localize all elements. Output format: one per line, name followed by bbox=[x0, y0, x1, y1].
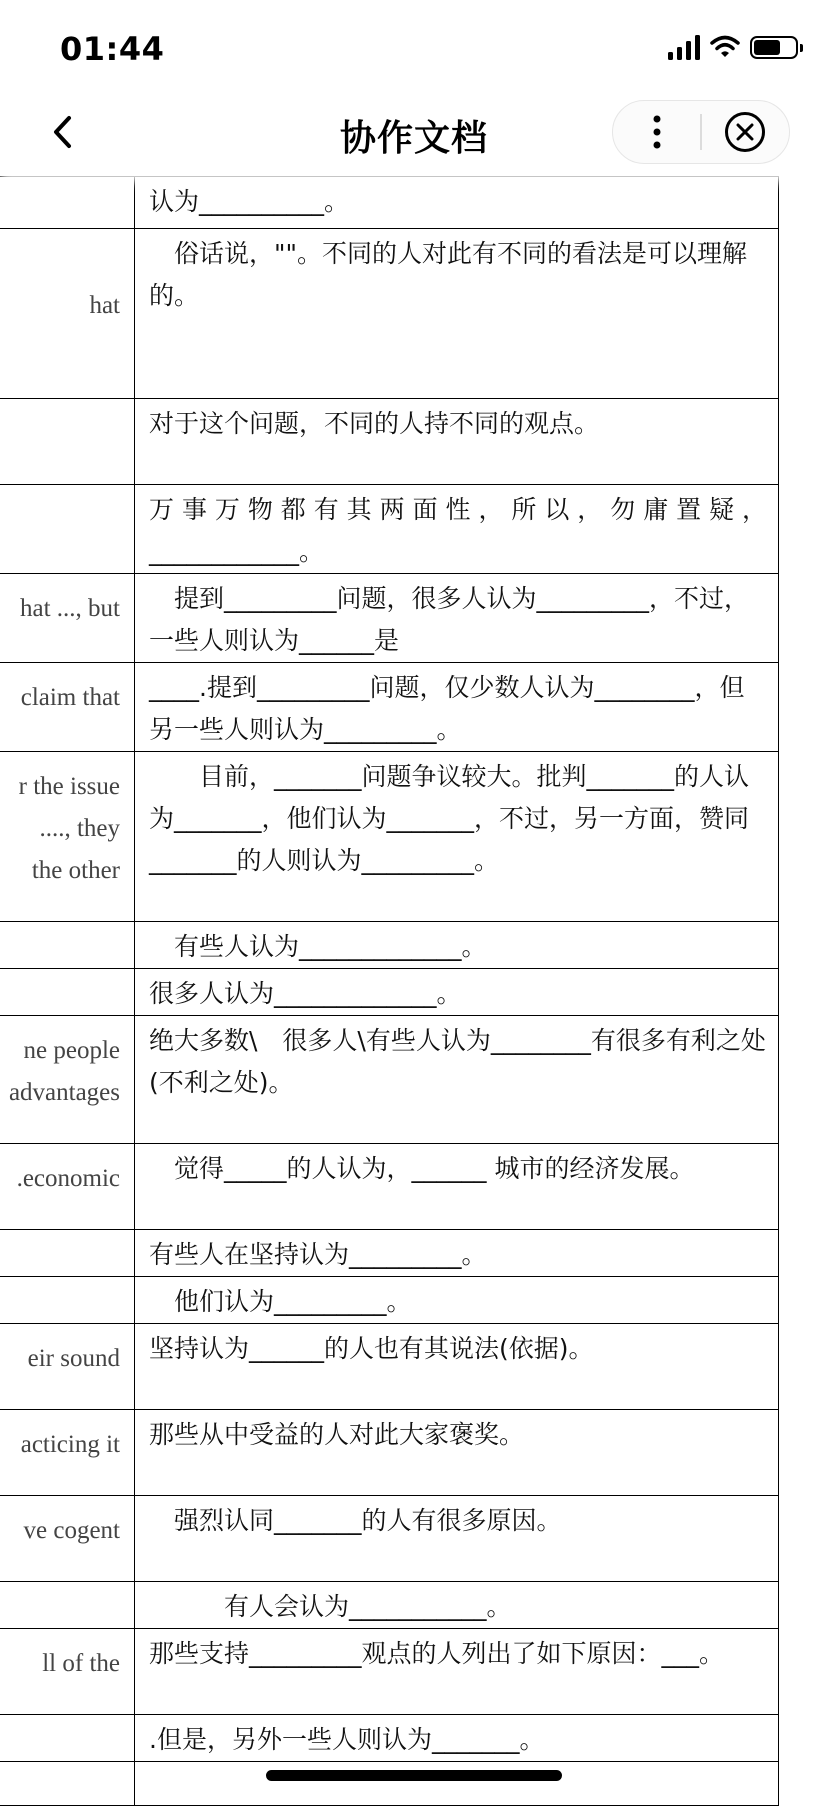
more-button[interactable] bbox=[613, 101, 700, 163]
chinese-text-cell[interactable]: 目前，_______问题争议较大。批判_______的人认为_______，他们认为_______，不过，另一方面，赞同_______的人则认为_________。 bbox=[135, 752, 779, 922]
english-text-line bbox=[0, 243, 120, 285]
english-text-cell bbox=[0, 1324, 135, 1410]
english-text-line: ve cogent bbox=[23, 1517, 120, 1544]
chinese-text-cell[interactable]: 有人会认为___________。 bbox=[135, 1582, 779, 1629]
mini-program-capsule bbox=[612, 100, 790, 164]
english-text-line: .economic bbox=[16, 1165, 120, 1192]
table-row bbox=[0, 485, 779, 574]
english-text-cell bbox=[0, 399, 135, 485]
english-text-line: acticing it bbox=[20, 1431, 120, 1458]
english-text-line: claim that bbox=[20, 684, 120, 711]
table-row bbox=[0, 1496, 779, 1582]
cellular-signal-icon bbox=[668, 34, 700, 60]
table-row bbox=[0, 1629, 779, 1715]
table-row bbox=[0, 969, 779, 1016]
table-row bbox=[0, 1230, 779, 1277]
table-row bbox=[0, 177, 779, 229]
table-row bbox=[0, 1762, 779, 1806]
status-bar bbox=[0, 0, 828, 100]
chinese-text-cell[interactable]: 提到_________问题，很多人认为_________，不过，一些人则认为______是 bbox=[135, 574, 779, 663]
table-row bbox=[0, 663, 779, 752]
navigation-bar bbox=[0, 100, 828, 176]
chinese-text-cell[interactable]: 那些从中受益的人对此大家褒奖。 bbox=[135, 1410, 779, 1496]
english-text-line: ...., they bbox=[39, 815, 120, 842]
chinese-text-cell[interactable]: 觉得_____的人认为，______ 城市的经济发展。 bbox=[135, 1144, 779, 1230]
english-text-line: eir sound bbox=[27, 1345, 120, 1372]
chinese-text-cell[interactable]: 强烈认同_______的人有很多原因。 bbox=[135, 1496, 779, 1582]
document-table bbox=[0, 176, 779, 1806]
table-row bbox=[0, 229, 779, 399]
chinese-text-cell[interactable]: 有些人在坚持认为_________。 bbox=[135, 1230, 779, 1277]
english-text-line: ll of the bbox=[42, 1650, 120, 1677]
english-text-cell bbox=[0, 574, 135, 663]
more-vertical-icon bbox=[653, 115, 661, 149]
chinese-text-cell[interactable]: ____.提到_________问题，仅少数人认为________，但另一些人则认为_________。 bbox=[135, 663, 779, 752]
table-row bbox=[0, 752, 779, 922]
english-text-line: r the issue bbox=[18, 773, 120, 800]
table-row bbox=[0, 1715, 779, 1762]
english-text-line: hat ..., but bbox=[20, 595, 120, 622]
table-row bbox=[0, 399, 779, 485]
english-text-cell bbox=[0, 1144, 135, 1230]
english-text-cell bbox=[0, 1277, 135, 1324]
english-text-cell bbox=[0, 1582, 135, 1629]
close-circle-icon bbox=[724, 111, 766, 153]
table-row bbox=[0, 574, 779, 663]
english-text-cell bbox=[0, 1230, 135, 1277]
english-text-cell bbox=[0, 485, 135, 574]
document-table-body bbox=[0, 177, 779, 1806]
chinese-text-cell[interactable]: 有些人认为_____________。 bbox=[135, 922, 779, 969]
english-text-cell bbox=[0, 752, 135, 922]
english-text-cell bbox=[0, 229, 135, 399]
english-text-cell bbox=[0, 663, 135, 752]
chinese-text-cell[interactable]: 那些支持_________观点的人列出了如下原因：___。 bbox=[135, 1629, 779, 1715]
chinese-text-cell[interactable]: .但是，另外一些人则认为_______。 bbox=[135, 1715, 779, 1762]
english-text-cell bbox=[0, 1715, 135, 1762]
chinese-text-cell[interactable]: 对于这个问题，不同的人持不同的观点。 bbox=[135, 399, 779, 485]
wifi-icon bbox=[710, 35, 740, 59]
table-row bbox=[0, 1410, 779, 1496]
english-text-line: ne people bbox=[23, 1037, 120, 1064]
english-text-line: advantages bbox=[8, 1079, 120, 1106]
table-row bbox=[0, 1144, 779, 1230]
chinese-text-cell[interactable]: 很多人认为_____________。 bbox=[135, 969, 779, 1016]
table-row bbox=[0, 1324, 779, 1410]
chinese-text-cell[interactable]: 坚持认为______的人也有其说法(依据)。 bbox=[135, 1324, 779, 1410]
status-time: 01:44 bbox=[60, 30, 165, 68]
chevron-left-icon bbox=[51, 115, 73, 149]
english-text-cell bbox=[0, 177, 135, 229]
status-icons bbox=[668, 34, 798, 60]
chinese-text-cell[interactable]: 认为__________。 bbox=[135, 177, 779, 229]
table-row bbox=[0, 1016, 779, 1144]
english-text-cell bbox=[0, 922, 135, 969]
english-text-cell bbox=[0, 1496, 135, 1582]
page-title: 协作文档 bbox=[339, 118, 488, 159]
chinese-text-cell[interactable]: 绝大多数\ 很多人\有些人认为________有很多有利之处(不利之处)。 bbox=[135, 1016, 779, 1144]
english-text-line: the other bbox=[31, 857, 120, 884]
chinese-text-cell[interactable]: 俗话说，""。不同的人对此有不同的看法是可以理解的。 bbox=[135, 229, 779, 399]
english-text-cell bbox=[0, 1629, 135, 1715]
table-row bbox=[0, 922, 779, 969]
english-text-cell bbox=[0, 1762, 135, 1806]
close-button[interactable] bbox=[702, 101, 789, 163]
english-text-cell bbox=[0, 1410, 135, 1496]
english-text-line: hat bbox=[89, 292, 120, 319]
chinese-text-cell[interactable]: 他们认为_________。 bbox=[135, 1277, 779, 1324]
table-row bbox=[0, 1582, 779, 1629]
battery-icon bbox=[750, 36, 798, 59]
table-row bbox=[0, 1277, 779, 1324]
chinese-text-cell[interactable]: 万 事 万 物 都 有 其 两 面 性 ， 所 以 ， 勿 庸 置 疑 ，____________。 bbox=[135, 485, 779, 574]
english-text-cell bbox=[0, 969, 135, 1016]
back-button[interactable] bbox=[40, 110, 84, 154]
home-indicator bbox=[266, 1770, 562, 1781]
english-text-cell bbox=[0, 1016, 135, 1144]
chinese-text-cell[interactable] bbox=[135, 1762, 779, 1806]
